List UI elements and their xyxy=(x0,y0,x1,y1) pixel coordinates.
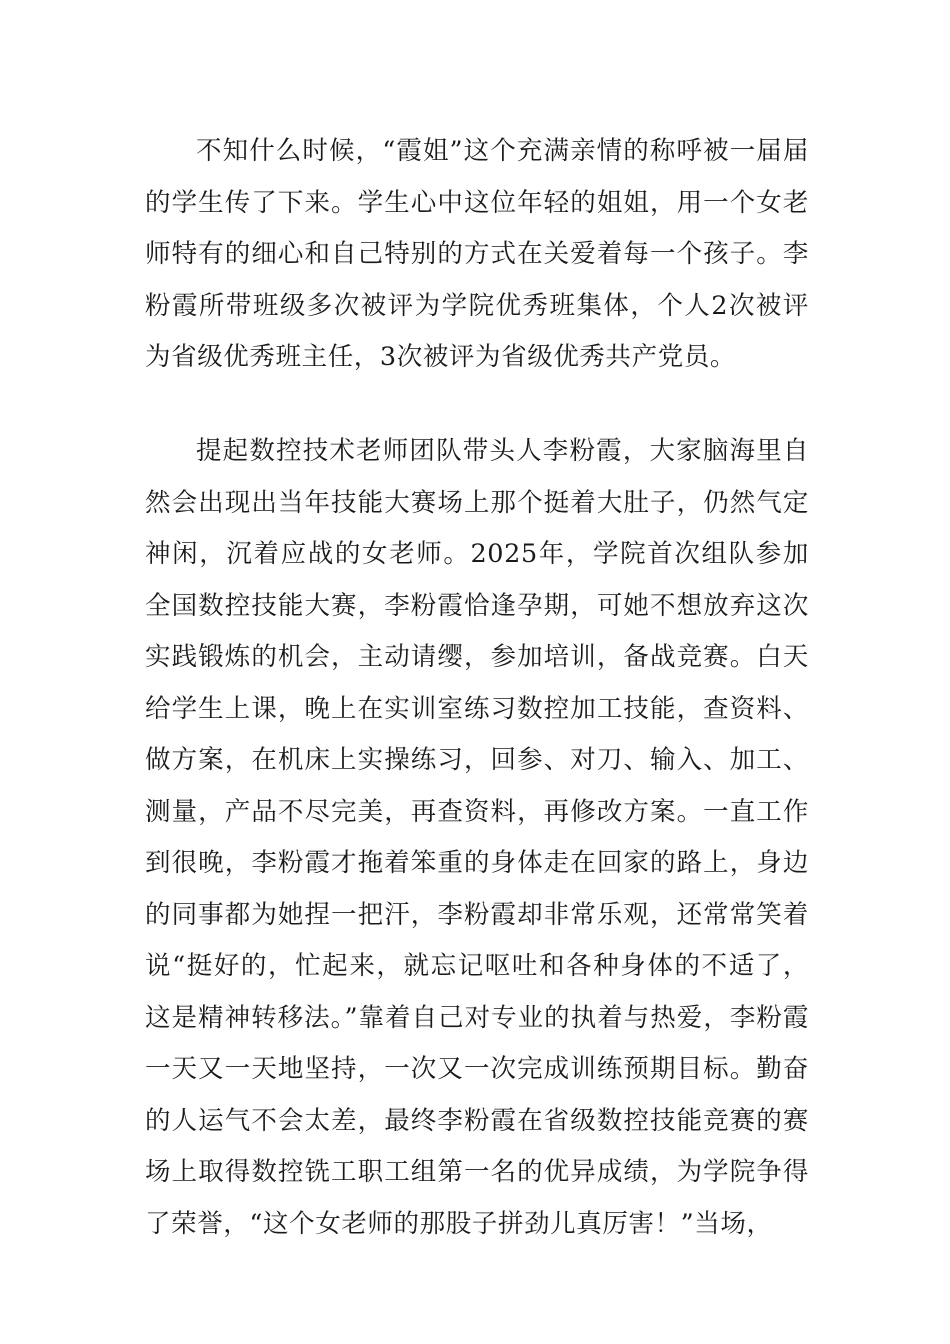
paragraph-honorific: 不知什么时候，“霞姐”这个充满亲情的称呼被一届届的学生传了下来。学生心中这位年轻的姐姐，用一个女老师特有的细心和自己特别的方式在关爱着每一个孩子。李粉霞所带班级多次被评为学院优秀班集体，个人2次被评为省级优秀班主任，3次被评为省级优秀共产党员。 xyxy=(145,136,809,372)
paragraph-competition: 提起数控技术老师团队带头人李粉霞，大家脑海里自然会出现出当年技能大赛场上那个挺着大肚子，仍然气定神闲，沉着应战的女老师。2025年，学院首次组队参加全国数控技能大赛，李粉霞恰逢孕期，可她不想放弃这次实践锻炼的机会，主动请缨，参加培训，备战竞赛。白天给学生上课，晚上在实训室练习数控加工技能，查资料、做方案，在机床上实操练习，回参、对刀、输入、加工、测量，产品不尽完美，再查资料，再修改方案。一直工作到很晚，李粉霞才拖着笨重的身体走在回家的路上，身边的同事都为她捏一把汗，李粉霞却非常乐观，还常常笑着说“挺好的，忙起来，就忘记呕吐和各种身体的不适了，这是精神转移法。”靠着自己对专业的执着与热爱，李粉霞一天又一天地坚持，一次又一次完成训练预期目标。勤奋的人运气不会太差，最终李粉霞在省级数控技能竞赛的赛场上取得数控铣工职工组第一名的优异成绩，为学院争得了荣誉，“这个女老师的那股子拼劲儿真厉害！”当场， xyxy=(145,436,809,1239)
